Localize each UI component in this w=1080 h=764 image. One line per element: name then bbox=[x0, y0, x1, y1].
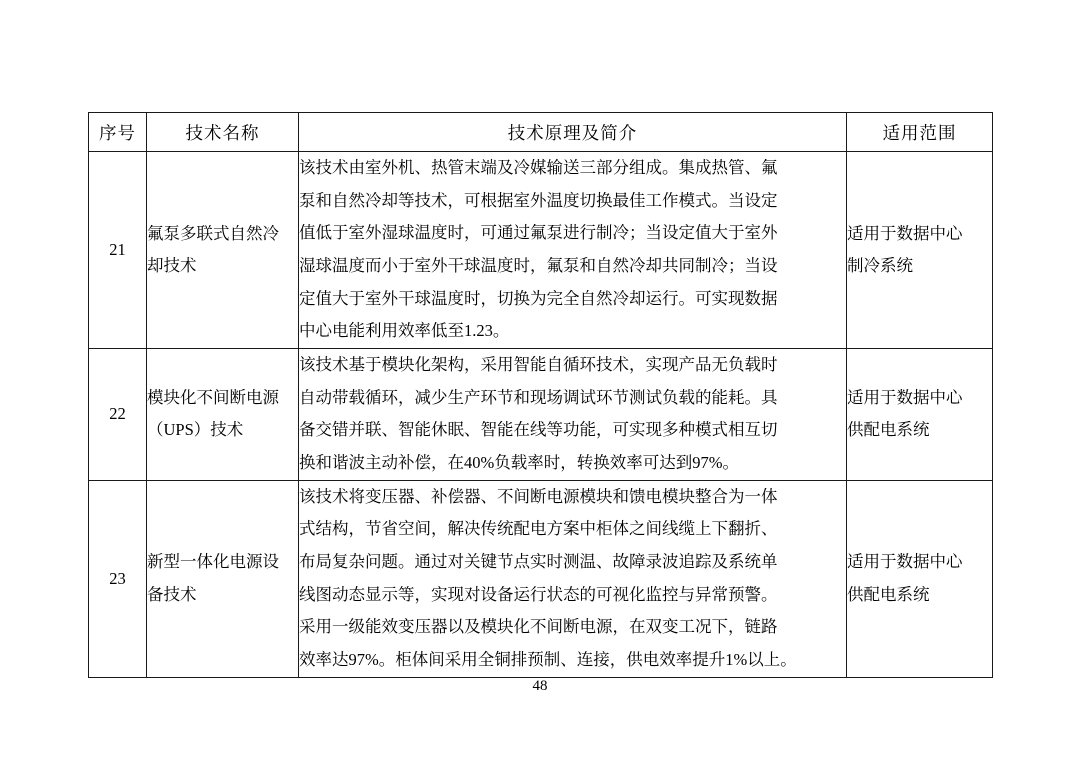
cell-applicable-scope bbox=[847, 348, 993, 480]
text-line: 效率达97%。柜体间采用全铜排预制、连接，供电效率提升1%以上。 bbox=[299, 649, 797, 669]
text-line: 泵和自然冷却等技术，可根据室外温度切换最佳工作模式。当设定 bbox=[299, 190, 778, 210]
text-line: 却技术 bbox=[147, 255, 197, 275]
cell-technology-name bbox=[147, 348, 299, 480]
cell-technology-name bbox=[147, 480, 299, 677]
table-header bbox=[89, 113, 993, 152]
cell-technology-description bbox=[299, 348, 847, 480]
cell-applicable-scope bbox=[847, 152, 993, 349]
page-number: 48 bbox=[532, 678, 548, 694]
text-line: 供配电系统 bbox=[847, 420, 930, 440]
text-line: 制冷系统 bbox=[847, 255, 913, 275]
technology-catalog-table bbox=[88, 112, 993, 678]
cell-serial-number: 22 bbox=[89, 348, 147, 480]
cell-technology-description bbox=[299, 152, 847, 349]
text-line: 该技术由室外机、热管末端及冷媒输送三部分组成。集成热管、氟 bbox=[299, 158, 778, 177]
text-line: （UPS）技术 bbox=[147, 420, 244, 440]
column-header-applicable-scope: 适用范围 bbox=[847, 113, 993, 152]
table-row bbox=[89, 480, 993, 677]
cell-technology-description bbox=[299, 480, 847, 677]
cell-technology-name bbox=[147, 152, 299, 349]
text-line: 供配电系统 bbox=[847, 584, 930, 604]
text-line: 该技术基于模块化架构，采用智能自循环技术，实现产品无负载时 bbox=[299, 354, 778, 374]
text-line: 值低于室外湿球温度时，可通过氟泵进行制冷；当设定值大于室外 bbox=[299, 223, 778, 243]
text-line: 自动带载循环，减少生产环节和现场调试环节测试负载的能耗。具 bbox=[299, 387, 778, 407]
column-header-serial-number: 序号 bbox=[89, 113, 147, 152]
table-row bbox=[89, 348, 993, 480]
cell-serial-number: 21 bbox=[89, 152, 147, 349]
table-row bbox=[89, 152, 993, 349]
text-line: 适用于数据中心 bbox=[847, 388, 963, 408]
column-header-technology-description: 技术原理及简介 bbox=[299, 113, 847, 152]
table-header-row bbox=[89, 113, 993, 152]
text-line: 湿球温度而小于室外干球温度时，氟泵和自然冷却共同制冷；当设 bbox=[299, 255, 778, 275]
text-line: 适用于数据中心 bbox=[847, 552, 963, 572]
column-header-technology-name: 技术名称 bbox=[147, 113, 299, 152]
text-line: 新型一体化电源设 bbox=[147, 552, 279, 572]
text-line: 适用于数据中心 bbox=[847, 223, 963, 243]
text-line: 该技术将变压器、补偿器、不间断电源模块和馈电模块整合为一体 bbox=[299, 486, 778, 506]
text-line: 布局复杂问题。通过对关键节点实时测温、故障录波追踪及系统单 bbox=[299, 551, 778, 571]
text-line: 备交错并联、智能休眠、智能在线等功能，可实现多种模式相互切 bbox=[299, 420, 778, 440]
cell-applicable-scope bbox=[847, 480, 993, 677]
text-line: 采用一级能效变压器以及模块化不间断电源，在双变工况下，链路 bbox=[299, 617, 778, 637]
text-line: 中心电能利用效率低至1.23。 bbox=[299, 321, 510, 341]
text-line: 备技术 bbox=[147, 584, 197, 604]
cell-serial-number: 23 bbox=[89, 480, 147, 677]
text-line: 式结构，节省空间，解决传统配电方案中柜体之间线缆上下翻折、 bbox=[299, 519, 778, 539]
text-line: 线图动态显示等，实现对设备运行状态的可视化监控与异常预警。 bbox=[299, 584, 778, 604]
text-line: 氟泵多联式自然冷 bbox=[147, 223, 279, 243]
table-body bbox=[89, 152, 993, 678]
text-line: 模块化不间断电源 bbox=[147, 388, 279, 408]
text-line: 定值大于室外干球温度时，切换为完全自然冷却运行。可实现数据 bbox=[299, 288, 778, 308]
text-line: 换和谐波主动补偿，在40%负载率时，转换效率可达到97%。 bbox=[299, 452, 739, 472]
